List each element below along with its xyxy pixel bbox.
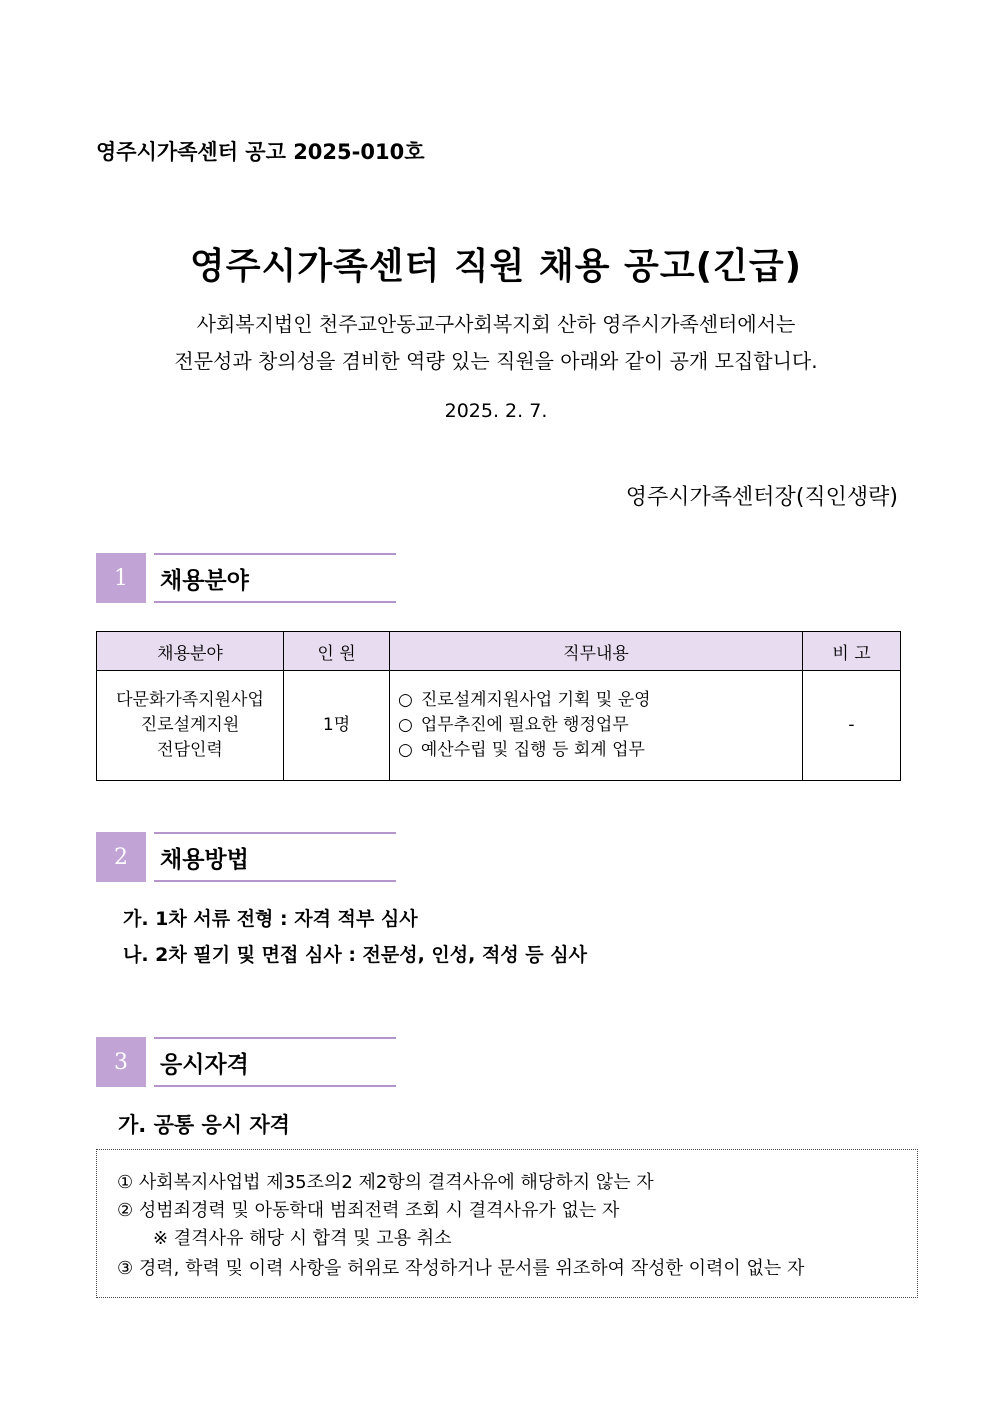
circle-bullet-icon: ○ [398,690,413,710]
table-row [97,671,901,781]
qualification-item: ② 성범죄경력 및 아동학대 범죄전력 조회 시 결격사유가 없는 자 [117,1200,620,1221]
cell-note: - [803,671,901,781]
method-item: 가. 1차 서류 전형 : 자격 적부 심사 [123,908,418,930]
notice-date: 2025. 2. 7. [444,400,548,422]
section-number-badge: 1 [96,553,146,603]
duty-item [398,688,802,713]
recruitment-table [96,631,901,781]
duty-text: 진로설계지원사업 기획 및 운영 [420,690,651,710]
divider [154,601,396,603]
method-item: 나. 2차 필기 및 면접 심사 : 전문성, 인성, 적성 등 심사 [123,944,587,966]
duty-text: 예산수립 및 집행 등 회계 업무 [420,740,645,760]
duty-item [398,738,802,763]
field-line: 전담인력 [157,740,223,760]
qualification-item: ③ 경력, 학력 및 이력 사항을 허위로 작성하거나 문서를 위조하여 작성한 이력이 없는 자 [117,1258,805,1279]
section-header-recruitment-field [96,553,396,603]
section-title: 채용방법 [160,847,249,873]
divider [154,880,396,882]
qualification-subheading: 가. 공통 응시 자격 [118,1113,290,1137]
column-header-duties: 직무내용 [390,632,803,671]
qualification-note: ※ 결격사유 해당 시 합격 및 고용 취소 [153,1228,452,1249]
divider [154,1085,396,1087]
section-header-recruitment-method [96,832,396,882]
intro-line-1: 사회복지법인 천주교안동교구사회복지회 산하 영주시가족센터에서는 [196,312,796,336]
field-line: 진로설계지원 [140,715,240,735]
qualification-item: ① 사회복지사업법 제35조의2 제2항의 결격사유에 해당하지 않는 자 [117,1172,654,1193]
intro-line-2: 전문성과 창의성을 겸비한 역량 있는 직원을 아래와 같이 공개 모집합니다. [174,349,818,373]
section-title: 응시자격 [160,1052,249,1078]
notice-number: 영주시가족센터 공고 2025-010호 [96,140,425,164]
cell-headcount: 1명 [284,671,390,781]
column-header-field: 채용분야 [97,632,284,671]
field-line: 다문화가족지원사업 [116,690,264,710]
divider [154,832,396,834]
section-title: 채용분야 [160,568,249,594]
section-number-badge: 2 [96,832,146,882]
table-header-row [97,632,901,671]
duty-text: 업무추진에 필요한 행정업무 [420,715,629,735]
section-header-qualifications [96,1037,396,1087]
duty-item [398,713,802,738]
circle-bullet-icon: ○ [398,740,413,760]
cell-duties [390,671,803,781]
divider [154,1037,396,1039]
section-number-badge: 3 [96,1037,146,1087]
column-header-note: 비 고 [803,632,901,671]
circle-bullet-icon: ○ [398,715,413,735]
column-header-headcount: 인 원 [284,632,390,671]
issuer-signature: 영주시가족센터장(직인생략) [625,485,898,510]
qualification-box [96,1149,918,1298]
cell-field [97,671,284,781]
divider [154,553,396,555]
page-title: 영주시가족센터 직원 채용 공고(긴급) [189,246,803,287]
